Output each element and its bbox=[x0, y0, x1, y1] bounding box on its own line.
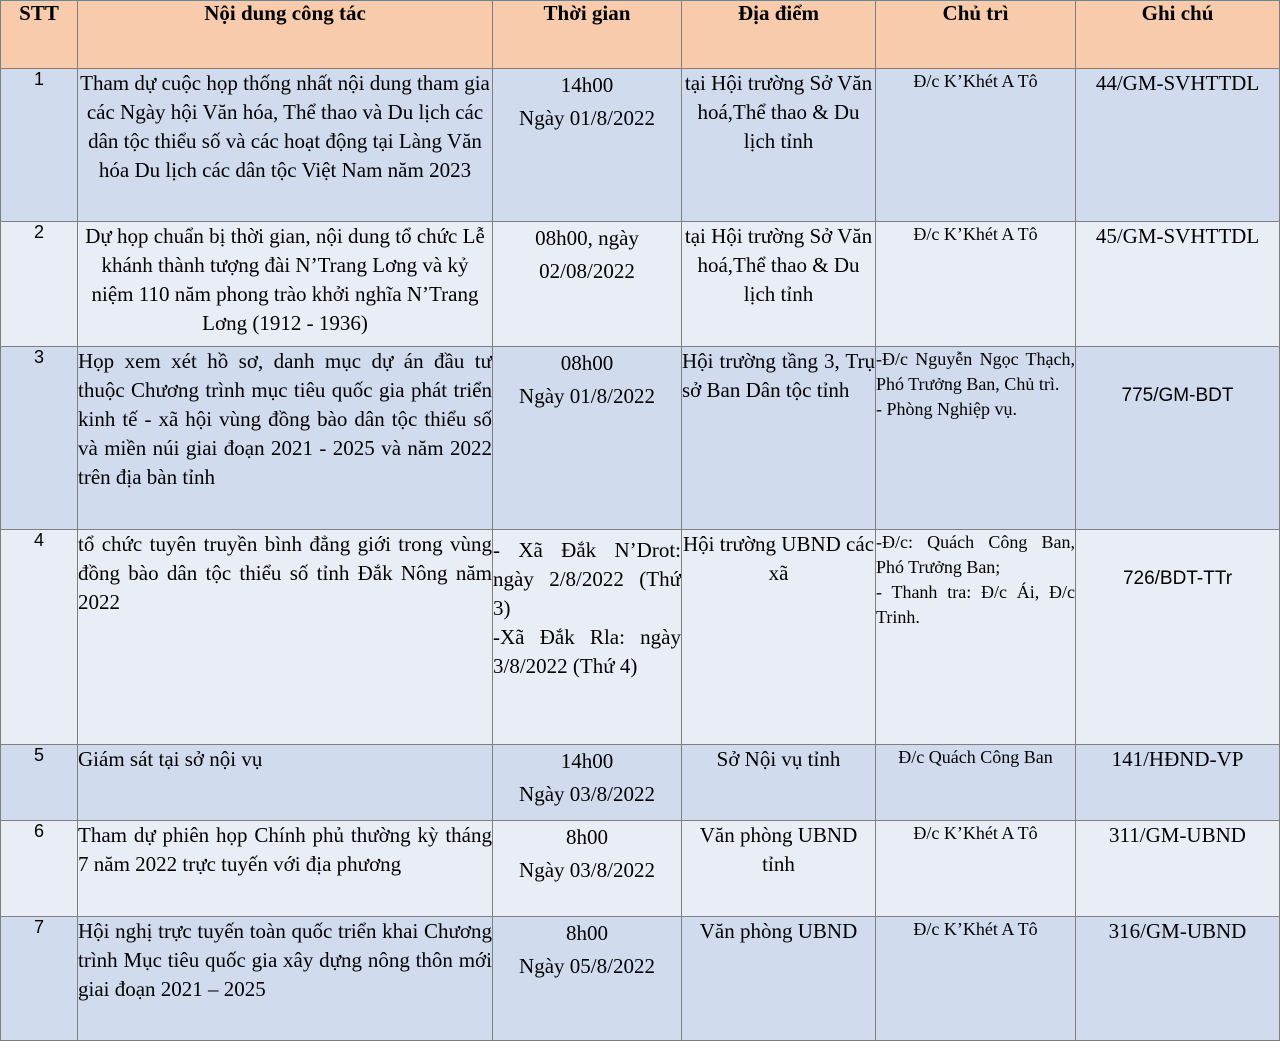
row-stt: 6 bbox=[1, 821, 78, 917]
row-content: Tham dự phiên họp Chính phủ thường kỳ tháng 7 năm 2022 trực tuyến với địa phương bbox=[78, 821, 493, 917]
table-row bbox=[1, 69, 1280, 222]
time-line: Ngày 03/8/2022 bbox=[519, 782, 655, 806]
row-stt: 1 bbox=[1, 69, 78, 222]
row-note: 726/BDT-TTr bbox=[1076, 530, 1280, 745]
time-line: 14h00 bbox=[560, 73, 614, 97]
row-content: Hội nghị trực tuyến toàn quốc triển khai Chương trình Mục tiêu quốc gia xây dựng nông thôn mới giai đoạn 2021 – 2025 bbox=[78, 917, 493, 1041]
row-place: tại Hội trường Sở Văn hoá,Thể thao & Du lịch tỉnh bbox=[682, 222, 876, 347]
time-line: Ngày 01/8/2022 bbox=[519, 384, 655, 408]
row-stt: 5 bbox=[1, 745, 78, 821]
row-note: 141/HĐND-VP bbox=[1076, 745, 1280, 821]
table-row bbox=[1, 530, 1280, 745]
time-line: 08h00, ngày bbox=[535, 226, 639, 250]
time-line: Ngày 01/8/2022 bbox=[519, 106, 655, 130]
row-host: Đ/c K’Khét A Tô bbox=[876, 69, 1076, 222]
row-time bbox=[493, 69, 682, 222]
host-line: - Thanh tra: Đ/c Ái, Đ/c Trinh. bbox=[876, 582, 1075, 627]
row-time bbox=[493, 821, 682, 917]
row-stt: 7 bbox=[1, 917, 78, 1041]
table-row bbox=[1, 821, 1280, 917]
row-host: Đ/c K’Khét A Tô bbox=[876, 222, 1076, 347]
time-line: Ngày 05/8/2022 bbox=[519, 954, 655, 978]
row-time bbox=[493, 222, 682, 347]
row-place: tại Hội trường Sở Văn hoá,Thể thao & Du lịch tỉnh bbox=[682, 69, 876, 222]
row-host bbox=[876, 347, 1076, 530]
row-stt: 4 bbox=[1, 530, 78, 745]
row-note: 44/GM-SVHTTDL bbox=[1076, 69, 1280, 222]
row-stt: 3 bbox=[1, 347, 78, 530]
row-host: Đ/c K’Khét A Tô bbox=[876, 917, 1076, 1041]
header-content: Nội dung công tác bbox=[78, 1, 493, 69]
row-content: tổ chức tuyên truyền bình đẳng giới trong vùng đồng bào dân tộc thiểu số tỉnh Đắk Nông năm 2022 bbox=[78, 530, 493, 745]
row-stt: 2 bbox=[1, 222, 78, 347]
header-row bbox=[1, 1, 1280, 69]
host-line: -Đ/c Nguyễn Ngọc Thạch, Phó Trưởng Ban, Chủ trì. bbox=[876, 349, 1075, 394]
row-content: Dự họp chuẩn bị thời gian, nội dung tổ chức Lễ khánh thành tượng đài N’Trang Lơng và kỷ niệm 110 năm phong trào khởi nghĩa N’Trang Lơng (1912 - 1936) bbox=[78, 222, 493, 347]
table-body bbox=[1, 69, 1280, 1041]
row-place: Văn phòng UBND tỉnh bbox=[682, 821, 876, 917]
row-content: Tham dự cuộc họp thống nhất nội dung tham gia các Ngày hội Văn hóa, Thể thao và Du lịch các dân tộc thiểu số và các hoạt động tại Làng Văn hóa Du lịch các dân tộc Việt Nam năm 2023 bbox=[78, 69, 493, 222]
row-content: Giám sát tại sở nội vụ bbox=[78, 745, 493, 821]
host-line: -Đ/c: Quách Công Ban, Phó Trưởng Ban; bbox=[876, 532, 1075, 577]
time-line: 8h00 bbox=[566, 825, 608, 849]
table-row bbox=[1, 222, 1280, 347]
time-line: 08h00 bbox=[560, 351, 614, 375]
header-host: Chủ trì bbox=[876, 1, 1076, 69]
table-header bbox=[1, 1, 1280, 69]
time-line: 8h00 bbox=[566, 921, 608, 945]
row-time bbox=[493, 917, 682, 1041]
header-place: Địa điểm bbox=[682, 1, 876, 69]
header-note: Ghi chú bbox=[1076, 1, 1280, 69]
table-row bbox=[1, 745, 1280, 821]
row-note: 45/GM-SVHTTDL bbox=[1076, 222, 1280, 347]
row-place: Hội trường tầng 3, Trụ sở Ban Dân tộc tỉnh bbox=[682, 347, 876, 530]
row-content: Họp xem xét hồ sơ, danh mục dự án đầu tư thuộc Chương trình mục tiêu quốc gia phát triển kinh tế - xã hội vùng đồng bào dân tộc thiểu số và miền núi giai đoạn 2021 - 2025 và năm 2022 trên địa bàn tỉnh bbox=[78, 347, 493, 530]
header-time: Thời gian bbox=[493, 1, 682, 69]
time-line: 02/08/2022 bbox=[539, 259, 635, 283]
row-note: 316/GM-UBND bbox=[1076, 917, 1280, 1041]
table-row bbox=[1, 347, 1280, 530]
row-place: Hội trường UBND các xã bbox=[682, 530, 876, 745]
time-line: - Xã Đắk N’Drot: ngày 2/8/2022 (Thứ 3) bbox=[493, 538, 681, 620]
time-line: -Xã Đắk Rla: ngày 3/8/2022 (Thứ 4) bbox=[493, 625, 681, 678]
host-line: - Phòng Nghiệp vụ. bbox=[876, 399, 1017, 419]
row-host: Đ/c K’Khét A Tô bbox=[876, 821, 1076, 917]
time-line: 14h00 bbox=[560, 749, 614, 773]
row-time bbox=[493, 530, 682, 745]
table-row bbox=[1, 917, 1280, 1041]
time-line: Ngày 03/8/2022 bbox=[519, 858, 655, 882]
row-host bbox=[876, 530, 1076, 745]
row-time bbox=[493, 347, 682, 530]
header-stt: STT bbox=[1, 1, 78, 69]
row-host: Đ/c Quách Công Ban bbox=[876, 745, 1076, 821]
row-time bbox=[493, 745, 682, 821]
row-place: Sở Nội vụ tỉnh bbox=[682, 745, 876, 821]
row-note: 775/GM-BDT bbox=[1076, 347, 1280, 530]
row-place: Văn phòng UBND bbox=[682, 917, 876, 1041]
row-note: 311/GM-UBND bbox=[1076, 821, 1280, 917]
